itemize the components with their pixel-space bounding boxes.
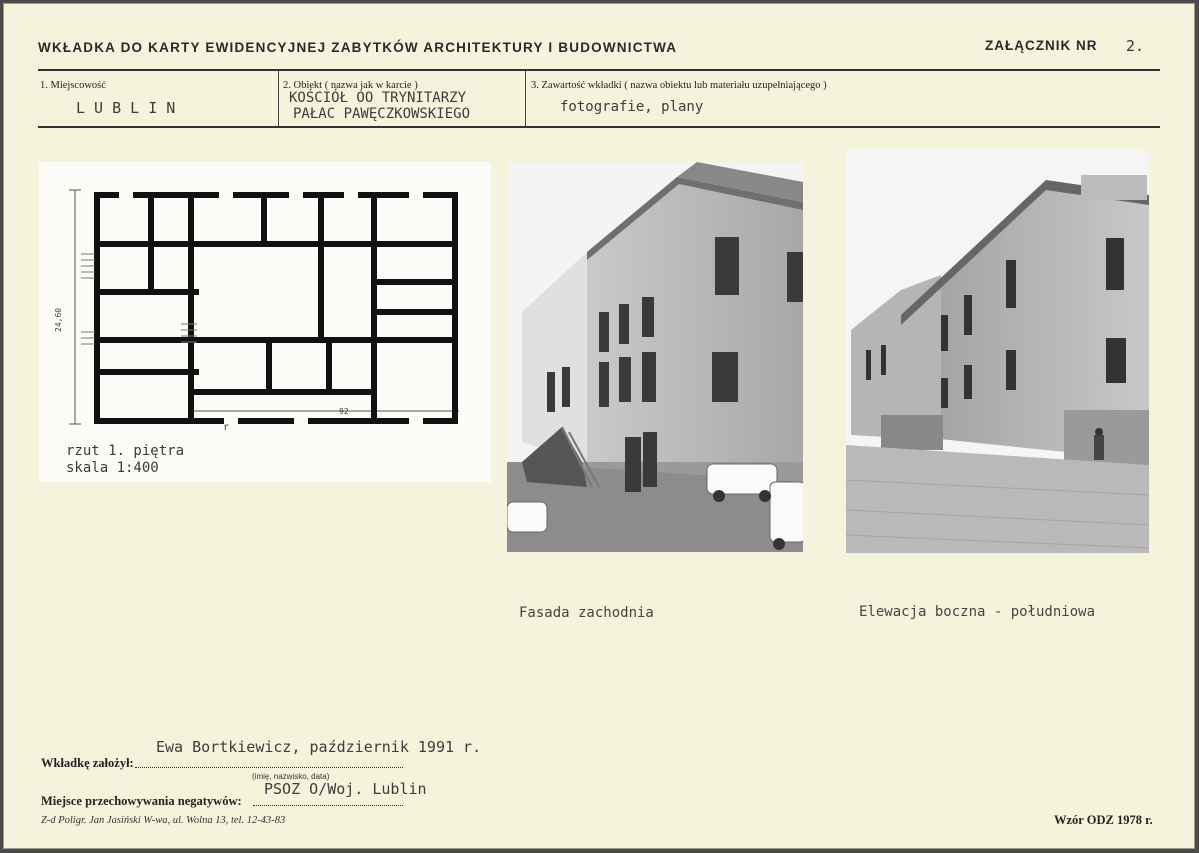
caption-west-facade: Fasada zachodnia (519, 605, 654, 621)
plan-caption-line1: rzut 1. piętra (66, 443, 185, 459)
annex-number: 2. (1126, 37, 1145, 55)
photo-west-facade (507, 162, 803, 552)
storage-dotted-line (253, 805, 403, 806)
form-model: Wzór ODZ 1978 r. (1054, 813, 1153, 827)
photo-south-elevation (846, 150, 1149, 553)
founded-hint: (imię, nazwisko, data) (252, 772, 330, 781)
plan-marker: r (223, 422, 230, 433)
founded-dotted-line (135, 767, 403, 768)
field-divider-1 (278, 71, 279, 126)
object-label: 2. Obiekt ( nazwa jak w karcie ) (283, 80, 418, 91)
object-value-line2: PAŁAC PAWĘCZKOWSKIEGO (293, 106, 471, 122)
floor-plan-drawing (39, 162, 491, 482)
plan-dim-bottom: 92 (339, 407, 349, 416)
locality-label: 1. Miejscowość (40, 80, 106, 91)
header-rule-top (38, 69, 1160, 71)
plan-caption-line2: skala 1:400 (66, 460, 159, 476)
annex-label: ZAŁĄCZNIK NR (985, 38, 1098, 53)
storage-label: Miejsce przechowywania negatywów: (41, 794, 242, 808)
south-elevation-image (846, 150, 1149, 553)
caption-south-elevation: Elewacja boczna - południowa (859, 604, 1096, 620)
content-label: 3. Zawartość wkładki ( nazwa obiektu lub materiału uzupełniającego ) (531, 80, 827, 91)
record-card (3, 3, 1195, 849)
object-value-line1: KOŚCIÓŁ OO TRYNITARZY (289, 90, 467, 106)
plan-dim-left: 24,60 (54, 307, 63, 332)
floor-plan-image (39, 162, 491, 482)
west-facade-image (507, 162, 803, 552)
header-rule-bottom (38, 126, 1160, 128)
card-title: WKŁADKA DO KARTY EWIDENCYJNEJ ZABYTKÓW ARCHITEKTURY I BUDOWNICTWA (38, 40, 678, 55)
founded-label: Wkładkę założył: (41, 756, 134, 770)
locality-value: L U B L I N (76, 99, 176, 117)
content-value: fotografie, plany (560, 99, 704, 115)
printer-note: Z-d Poligr. Jan Jasiński W-wa, ul. Wolna 13, tel. 12-43-83 (41, 815, 286, 826)
storage-value: PSOZ O/Woj. Lublin (264, 780, 427, 798)
founded-value: Ewa Bortkiewicz, październik 1991 r. (156, 738, 482, 756)
field-divider-2 (525, 71, 526, 126)
